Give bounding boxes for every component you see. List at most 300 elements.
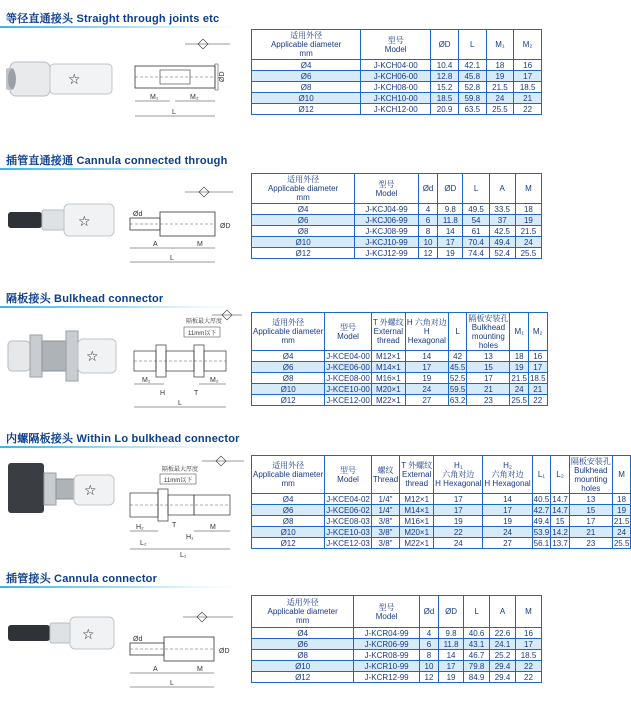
- table-cell: 3/8": [371, 527, 399, 538]
- table-cell: 9.8: [438, 204, 463, 215]
- table-row: [252, 538, 631, 549]
- table-cell: 49.4: [489, 237, 515, 248]
- table-cell: 79.8: [464, 661, 490, 672]
- table-cell: 18: [515, 204, 541, 215]
- table-cell: 14.7: [552, 494, 568, 504]
- column-header: L: [464, 596, 490, 628]
- table-row: [252, 204, 542, 215]
- table-cell: 10: [418, 237, 437, 248]
- column-header: H 六角对边 H Hexagonal: [405, 313, 448, 351]
- table-row: [252, 672, 542, 683]
- table-cell: J-KCR04-99: [354, 628, 420, 639]
- column-header: 适用外径 Applicable diameter mm: [252, 30, 361, 60]
- table-cell: 16: [514, 60, 542, 71]
- table-cell: 24: [434, 538, 483, 549]
- table-cell: 59.5: [449, 384, 466, 394]
- label-l: L: [170, 680, 174, 687]
- column-header: L: [463, 174, 489, 204]
- label-h: H: [160, 390, 166, 397]
- column-header: 型号 Model: [325, 313, 372, 351]
- table-cell: Ø4: [252, 351, 325, 362]
- table-cell: 29.4: [490, 672, 516, 683]
- table-cell: 18.5: [516, 650, 542, 661]
- column-header: H₂ 六角对边 H Hexagonal: [483, 456, 532, 494]
- svg-text:☆: ☆: [86, 349, 99, 365]
- table-cell: 1/4": [371, 505, 399, 516]
- table-row: [252, 60, 542, 71]
- label-t: T: [194, 390, 199, 397]
- table-cell: 49.4: [533, 516, 550, 526]
- label-h2: H₂: [136, 524, 144, 531]
- label-m1: M₁: [150, 94, 159, 101]
- table-cell: Ø8: [252, 373, 325, 384]
- table-cell: 40.5: [533, 494, 550, 504]
- label-max-thickness: 隔板最大厚度: [162, 467, 199, 473]
- label-thickness-value: 11mm以下: [188, 331, 217, 337]
- product-photo: [6, 453, 121, 538]
- table-cell: J-KCE12-03: [326, 538, 370, 548]
- table-cell: 25.5: [511, 395, 527, 405]
- technical-drawing: [130, 36, 240, 126]
- table-cell: 6: [419, 639, 438, 650]
- table-row: [252, 248, 542, 259]
- table-cell: 27: [483, 538, 532, 549]
- table-cell: J-KCR10-99: [354, 661, 420, 672]
- table-cell: 15: [569, 505, 612, 516]
- table-cell: 84.9: [464, 672, 490, 683]
- section-divider: [0, 26, 240, 28]
- table-cell: M22×1: [371, 395, 405, 406]
- table-cell: 19: [434, 516, 483, 527]
- label-m: M: [197, 666, 203, 673]
- product-photo: [6, 48, 121, 108]
- table-cell: 13.7: [552, 538, 568, 548]
- label-h1: H₁: [186, 534, 194, 541]
- table-cell: 21.5: [511, 373, 527, 383]
- section-straight-joints: [0, 0, 550, 140]
- table-cell: J-KCE12-00: [326, 395, 370, 405]
- section-title: 插管直通接通 Cannula connected through: [6, 155, 228, 167]
- table-cell: J-KCR12-99: [354, 672, 420, 683]
- spec-table: [251, 29, 542, 115]
- table-cell: 74.4: [463, 248, 489, 259]
- table-cell: J-KCE10-03: [326, 527, 370, 537]
- technical-drawing: [124, 449, 246, 561]
- table-cell: 17: [405, 362, 448, 373]
- table-cell: M16×1: [400, 516, 434, 527]
- table-cell: Ø4: [252, 60, 361, 71]
- table-cell: 19: [612, 505, 631, 516]
- table-row: [252, 93, 542, 104]
- table-cell: 21.5: [515, 226, 541, 237]
- table-cell: 22: [516, 672, 542, 683]
- section-divider: [0, 446, 240, 448]
- technical-drawing: [125, 178, 240, 273]
- table-cell: 12: [418, 248, 437, 259]
- flow-symbol-icon: [185, 187, 233, 197]
- table-cell: 19: [515, 215, 541, 226]
- table-cell: 12: [419, 672, 438, 683]
- table-cell: 21: [569, 527, 612, 538]
- table-cell: 18.5: [529, 373, 546, 383]
- table-row: [252, 71, 542, 82]
- table-cell: 19: [438, 248, 463, 259]
- table-row: [252, 650, 542, 661]
- label-m2: M₂: [210, 377, 219, 384]
- table-cell: J-KCE08-03: [326, 516, 370, 526]
- column-header: L₁: [532, 456, 551, 494]
- table-cell: 21.5: [613, 516, 630, 526]
- table-cell: 11.8: [438, 215, 463, 226]
- table-cell: J-KCE04-00: [326, 351, 370, 361]
- table-cell: 11.8: [439, 639, 464, 650]
- table-cell: 24: [510, 384, 529, 395]
- table-cell: J-KCE04-02: [326, 494, 370, 504]
- column-header: 螺纹 Thread: [371, 456, 399, 494]
- column-header: 隔板安装孔 Bulkhead mounting holes: [570, 456, 611, 493]
- table-cell: 24: [483, 527, 532, 538]
- table-cell: 16: [516, 628, 542, 639]
- table-cell: 56.1: [533, 538, 550, 548]
- label-m: M: [210, 524, 216, 531]
- table-row: [252, 362, 548, 373]
- table-cell: 22.6: [490, 628, 516, 639]
- table-cell: Ø6: [252, 505, 325, 516]
- column-header: M₂: [514, 30, 542, 60]
- product-photo: [6, 190, 121, 250]
- table-cell: Ø10: [252, 93, 361, 104]
- column-header: A: [489, 174, 515, 204]
- table-row: [252, 395, 548, 406]
- table-cell: 9.8: [439, 628, 464, 639]
- table-cell: 17: [569, 516, 612, 527]
- table-cell: 17: [434, 505, 483, 516]
- section-cannula-connector: [0, 565, 550, 707]
- table-cell: 15: [467, 362, 510, 373]
- table-row: [252, 628, 542, 639]
- table-cell: Ø12: [252, 248, 355, 259]
- table-cell: 25.5: [486, 104, 514, 115]
- column-header: H₁ 六角对边 H Hexagonal: [434, 456, 483, 494]
- table-cell: J-KCJ12-99: [355, 248, 419, 259]
- table-cell: 17: [528, 362, 547, 373]
- table-cell: 18: [510, 351, 529, 362]
- table-cell: 52.4: [489, 248, 515, 259]
- flow-symbol-icon: [185, 39, 230, 49]
- table-cell: 70.4: [463, 237, 489, 248]
- table-cell: 43.1: [464, 639, 490, 650]
- table-cell: Ø10: [252, 527, 325, 538]
- table-cell: 25.5: [613, 538, 630, 548]
- table-cell: Ø12: [252, 104, 361, 115]
- flow-symbol-icon: [183, 612, 233, 622]
- table-cell: 19: [483, 516, 532, 527]
- label-l2: L₂: [140, 540, 147, 547]
- table-cell: 54: [463, 215, 489, 226]
- table-cell: 22: [528, 395, 547, 406]
- table-cell: 21: [528, 384, 547, 395]
- spec-table: [251, 595, 542, 683]
- svg-text:☆: ☆: [78, 214, 91, 230]
- table-cell: Ø8: [252, 82, 361, 93]
- table-cell: 42: [448, 351, 467, 362]
- table-cell: 14: [438, 226, 463, 237]
- table-cell: 24: [515, 237, 541, 248]
- table-cell: J-KCR08-99: [354, 650, 420, 661]
- table-row: [252, 104, 542, 115]
- table-cell: 15: [551, 516, 570, 527]
- table-cell: M14×1: [371, 362, 405, 373]
- column-header: Ød: [419, 596, 438, 628]
- table-cell: 20.9: [431, 104, 459, 115]
- table-cell: 42.1: [458, 60, 486, 71]
- table-cell: 21: [467, 384, 510, 395]
- column-header: T 外螺纹 External thread: [400, 456, 434, 494]
- label-l: L: [172, 109, 176, 116]
- table-row: [252, 505, 631, 516]
- table-cell: 37: [489, 215, 515, 226]
- table-cell: J-KCH10-00: [361, 93, 431, 104]
- table-cell: 63.2: [449, 395, 466, 405]
- table-cell: Ø8: [252, 226, 355, 237]
- section-divider: [0, 168, 240, 170]
- label-od: ØD: [220, 223, 231, 230]
- table-cell: Ø10: [252, 661, 354, 672]
- svg-text:☆: ☆: [84, 483, 97, 499]
- column-header: M₁: [486, 30, 514, 60]
- table-cell: 14.2: [552, 527, 568, 537]
- section-title: 插管接头 Cannula connector: [6, 573, 158, 585]
- section-cannula-through: [0, 140, 550, 285]
- table-cell: J-KCH04-00: [361, 60, 431, 71]
- section-title: 内螺隔板接头 Within Lo bulkhead connector: [6, 433, 240, 445]
- column-header: ØD: [438, 174, 463, 204]
- table-cell: M12×1: [400, 494, 434, 505]
- table-cell: Ø10: [252, 384, 325, 395]
- table-cell: 24: [405, 384, 448, 395]
- table-cell: 49.5: [463, 204, 489, 215]
- table-cell: 29.4: [490, 661, 516, 672]
- table-cell: Ø6: [252, 215, 355, 226]
- label-thickness-value: 11mm以下: [164, 478, 193, 484]
- table-cell: 10.4: [431, 60, 459, 71]
- label-m1: M₁: [142, 377, 151, 384]
- table-row: [252, 516, 631, 527]
- table-cell: 10: [419, 661, 438, 672]
- table-cell: Ø6: [252, 71, 361, 82]
- table-cell: 19: [486, 71, 514, 82]
- table-cell: 17: [467, 373, 510, 384]
- table-cell: 6: [418, 215, 437, 226]
- table-cell: 3/8": [371, 538, 399, 549]
- table-cell: M22×1: [400, 538, 434, 549]
- table-cell: 46.7: [464, 650, 490, 661]
- table-cell: 18: [486, 60, 514, 71]
- svg-text:☆: ☆: [82, 627, 95, 643]
- table-cell: Ø12: [252, 538, 325, 549]
- table-cell: 1/4": [371, 494, 399, 505]
- column-header: 适用外径 Applicable diameter mm: [252, 596, 354, 628]
- table-row: [252, 226, 542, 237]
- column-header: 型号 Model: [325, 456, 372, 494]
- table-cell: Ø6: [252, 639, 354, 650]
- column-header: M: [515, 174, 541, 204]
- table-row: [252, 661, 542, 672]
- table-cell: M16×1: [371, 373, 405, 384]
- label-t: T: [172, 522, 177, 529]
- table-cell: 53.9: [533, 527, 550, 537]
- spec-table: [251, 455, 631, 549]
- table-cell: J-KCH08-00: [361, 82, 431, 93]
- table-cell: J-KCJ08-99: [355, 226, 419, 237]
- product-photo: [6, 605, 121, 665]
- label-od: ØD: [219, 71, 226, 82]
- table-cell: 42.5: [489, 226, 515, 237]
- table-cell: 17: [483, 505, 532, 516]
- table-row: [252, 639, 542, 650]
- table-row: [252, 351, 548, 362]
- table-cell: 16: [528, 351, 547, 362]
- table-cell: 14: [439, 650, 464, 661]
- column-header: 隔板安装孔 Bulkhead mounting holes: [468, 313, 509, 350]
- table-cell: Ø10: [252, 237, 355, 248]
- table-cell: 40.6: [464, 628, 490, 639]
- column-header: M₁: [510, 313, 529, 351]
- column-header: A: [490, 596, 516, 628]
- table-cell: 21.5: [486, 82, 514, 93]
- table-cell: 18: [612, 494, 631, 505]
- product-photo: [6, 319, 121, 394]
- table-cell: 33.5: [489, 204, 515, 215]
- table-cell: 14.7: [552, 505, 568, 515]
- table-cell: 45.5: [449, 362, 466, 372]
- table-cell: J-KCE08-00: [326, 373, 370, 383]
- table-cell: J-KCJ04-99: [355, 204, 419, 215]
- table-cell: 15.2: [431, 82, 459, 93]
- table-cell: 52.5: [449, 373, 466, 383]
- table-cell: Ø8: [252, 516, 325, 527]
- table-cell: J-KCE10-00: [326, 384, 370, 394]
- table-cell: J-KCH12-00: [361, 104, 431, 115]
- column-header: M: [516, 596, 542, 628]
- technical-drawing: [125, 597, 240, 697]
- table-cell: 19: [510, 362, 529, 373]
- table-cell: 25.5: [515, 248, 541, 259]
- table-cell: 18.5: [431, 93, 459, 104]
- column-header: L₂: [551, 456, 570, 494]
- table-cell: 17: [516, 639, 542, 650]
- table-row: [252, 494, 631, 505]
- table-cell: J-KCH06-00: [361, 71, 431, 82]
- column-header: ØD: [439, 596, 464, 628]
- table-cell: 42.7: [533, 505, 550, 515]
- table-cell: 23: [569, 538, 612, 549]
- table-cell: 61: [463, 226, 489, 237]
- table-cell: 17: [434, 494, 483, 505]
- table-cell: J-KCE06-00: [326, 362, 370, 372]
- table-cell: 19: [405, 373, 448, 384]
- table-cell: 8: [419, 650, 438, 661]
- column-header: 适用外径 Applicable diameter mm: [252, 456, 325, 494]
- table-cell: M20×1: [400, 527, 434, 538]
- label-d: Ød: [133, 636, 143, 643]
- column-header: 型号 Model: [354, 596, 420, 628]
- column-header: 适用外径 Applicable diameter mm: [252, 313, 325, 351]
- table-cell: J-KCR06-99: [354, 639, 420, 650]
- column-header: Ød: [418, 174, 437, 204]
- label-a: A: [153, 241, 158, 248]
- table-cell: 63.5: [458, 104, 486, 115]
- section-title: 等径直通接头 Straight through joints etc: [6, 13, 220, 25]
- table-cell: 52.8: [458, 82, 486, 93]
- table-cell: 4: [418, 204, 437, 215]
- spec-table: [251, 312, 548, 406]
- section-divider: [0, 306, 240, 308]
- table-cell: 45.8: [458, 71, 486, 82]
- table-cell: 12.8: [431, 71, 459, 82]
- column-header: L: [458, 30, 486, 60]
- table-cell: 23: [467, 395, 510, 406]
- table-cell: 17: [514, 71, 542, 82]
- table-cell: 13: [467, 351, 510, 362]
- table-cell: 14: [483, 494, 532, 505]
- table-row: [252, 237, 542, 248]
- column-header: M₂: [528, 313, 547, 351]
- table-cell: 19: [439, 672, 464, 683]
- table-cell: 59.8: [458, 93, 486, 104]
- table-row: [252, 527, 631, 538]
- table-cell: 24: [486, 93, 514, 104]
- table-cell: J-KCE06-02: [326, 505, 370, 515]
- table-cell: M12×1: [371, 351, 405, 362]
- table-cell: J-KCJ10-99: [355, 237, 419, 248]
- table-cell: Ø6: [252, 362, 325, 373]
- section-bulkhead: [0, 285, 550, 425]
- table-row: [252, 373, 548, 384]
- column-header: M: [612, 456, 631, 494]
- table-cell: M20×1: [371, 384, 405, 395]
- column-header: 适用外径 Applicable diameter mm: [252, 174, 355, 204]
- column-header: L: [448, 313, 467, 351]
- table-cell: 25.2: [490, 650, 516, 661]
- label-a: A: [153, 666, 158, 673]
- table-cell: J-KCJ06-99: [355, 215, 419, 226]
- table-cell: 21: [514, 93, 542, 104]
- label-l: L: [178, 400, 182, 407]
- table-cell: 3/8": [371, 516, 399, 527]
- column-header: 型号 Model: [355, 174, 419, 204]
- table-cell: Ø4: [252, 204, 355, 215]
- section-title: 隔板接头 Bulkhead connector: [6, 293, 164, 305]
- technical-drawing: [124, 309, 244, 421]
- table-cell: 22: [516, 661, 542, 672]
- table-cell: 22: [514, 104, 542, 115]
- table-cell: 13: [569, 494, 612, 505]
- section-within-lo-bulkhead: [0, 425, 630, 565]
- label-od: ØD: [219, 648, 230, 655]
- label-max-thickness: 隔板最大厚度: [186, 319, 223, 325]
- label-m: M: [197, 241, 203, 248]
- table-cell: Ø4: [252, 494, 325, 505]
- table-cell: Ø8: [252, 650, 354, 661]
- column-header: ØD: [431, 30, 459, 60]
- table-cell: 8: [418, 226, 437, 237]
- table-row: [252, 215, 542, 226]
- table-cell: 18.5: [514, 82, 542, 93]
- svg-text:☆: ☆: [68, 72, 81, 88]
- table-cell: Ø4: [252, 628, 354, 639]
- column-header: T 外螺纹 External thread: [371, 313, 405, 351]
